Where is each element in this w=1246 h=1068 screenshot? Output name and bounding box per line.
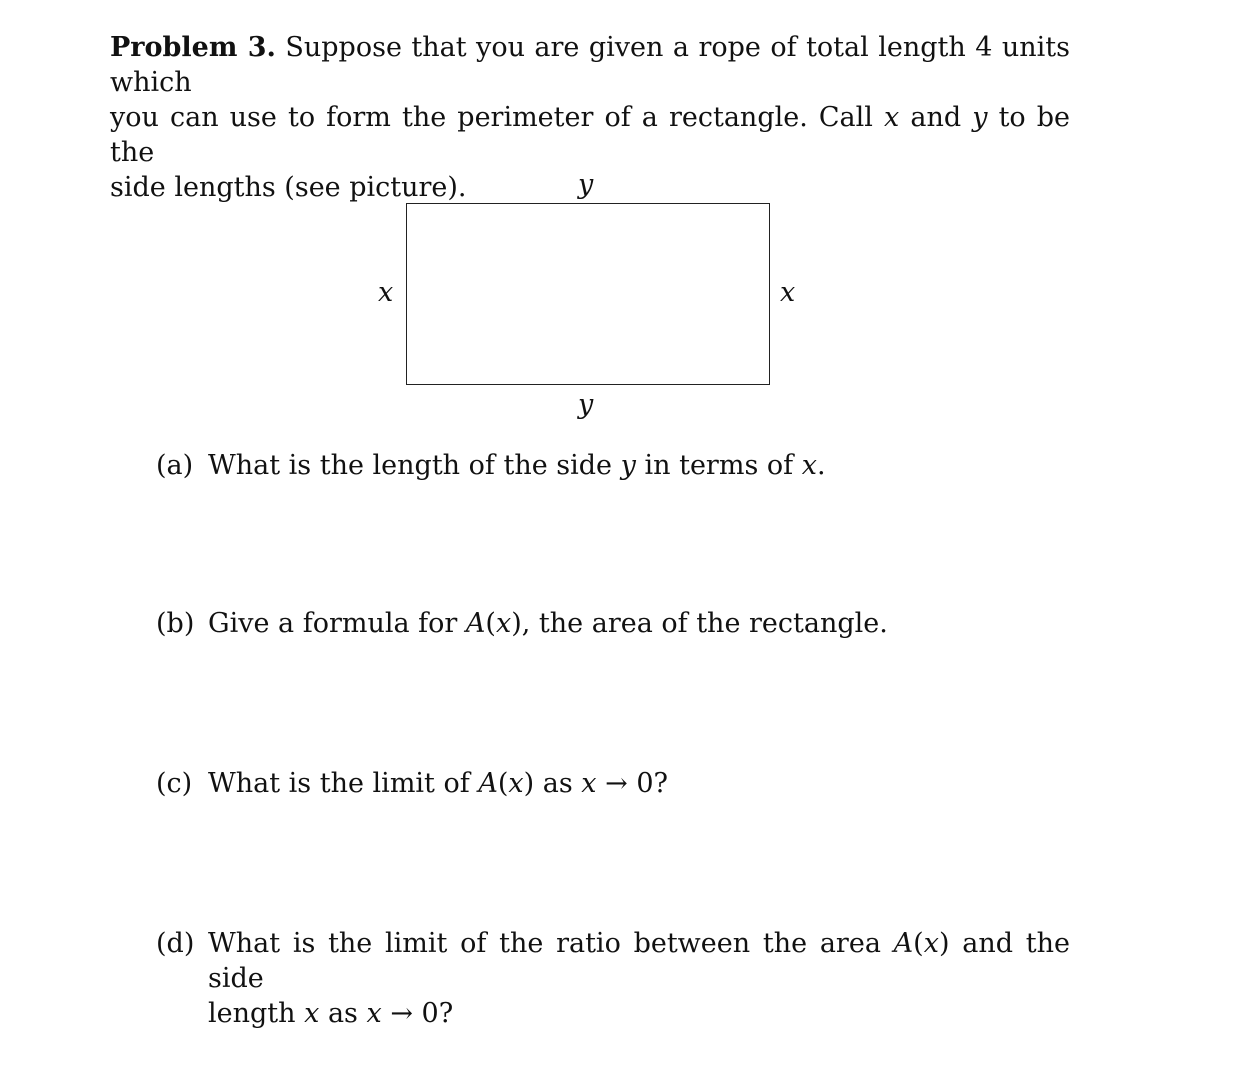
part-c-text-1: What is the limit of bbox=[208, 768, 470, 799]
part-c-text-2: as bbox=[542, 768, 573, 799]
func-A: A bbox=[465, 608, 486, 639]
part-d-text-4: as bbox=[327, 998, 358, 1029]
paren-close: ) bbox=[511, 608, 522, 639]
part-c-tag: (c) bbox=[156, 768, 193, 799]
var-y: y bbox=[972, 102, 988, 133]
paren-open: ( bbox=[913, 928, 924, 959]
paren-open: ( bbox=[497, 768, 509, 799]
part-b-text-1: Give a formula for bbox=[208, 608, 458, 639]
part-d-text-1: What is the limit of the ratio between the area bbox=[208, 928, 881, 959]
intro-text-2b: to be the bbox=[110, 102, 1071, 168]
part-a-period: . bbox=[816, 450, 826, 481]
intro-text-1: Suppose that you are given a rope of total length 4 units which bbox=[110, 32, 1071, 98]
part-d-question bbox=[208, 926, 1070, 1031]
var-x: x bbox=[495, 608, 512, 639]
part-c-question bbox=[208, 766, 1070, 801]
var-x: x bbox=[366, 998, 382, 1029]
part-b-text-2: , the area of the rectangle. bbox=[521, 608, 888, 639]
func-A: A bbox=[478, 768, 498, 799]
intro-line-2 bbox=[110, 100, 1070, 170]
paren-open: ( bbox=[485, 608, 496, 639]
part-b-question bbox=[208, 606, 1070, 641]
part-a-text-2: in terms of bbox=[644, 450, 794, 481]
intro-text-3: side lengths (see picture). bbox=[110, 172, 467, 203]
var-x: x bbox=[581, 768, 597, 799]
intro-text-2a: you can use to form the perimeter of a rectangle. Call bbox=[110, 102, 873, 133]
paren-close: ) bbox=[523, 768, 535, 799]
part-c bbox=[156, 766, 1070, 801]
problem-heading: Problem 3. bbox=[110, 32, 276, 63]
part-d-text-2: and the side bbox=[208, 928, 1070, 994]
part-d bbox=[156, 926, 1070, 1031]
right-side-label: x bbox=[780, 277, 796, 308]
part-b-tag: (b) bbox=[156, 608, 195, 639]
part-d-line-1 bbox=[208, 926, 1070, 996]
intro-line-1 bbox=[110, 30, 1070, 100]
var-x: x bbox=[801, 450, 817, 481]
part-a bbox=[156, 448, 1070, 483]
part-d-tag: (d) bbox=[156, 928, 195, 959]
left-side-label: x bbox=[378, 277, 394, 308]
rectangle bbox=[406, 203, 770, 385]
problem-statement bbox=[110, 30, 1070, 205]
part-b bbox=[156, 606, 1070, 641]
part-d-text-3: length bbox=[208, 998, 296, 1029]
part-a-question bbox=[208, 448, 1070, 483]
intro-and: and bbox=[910, 102, 962, 133]
intro-line-3 bbox=[110, 170, 1070, 205]
limit-arrow: → 0? bbox=[390, 998, 454, 1029]
top-side-label: y bbox=[578, 169, 594, 200]
bottom-side-label: y bbox=[578, 389, 594, 420]
paren-close: ) bbox=[938, 928, 950, 959]
var-y: y bbox=[620, 450, 636, 481]
part-a-text-1: What is the length of the side bbox=[208, 450, 613, 481]
part-d-line-2 bbox=[208, 996, 1070, 1031]
limit-arrow: → 0? bbox=[605, 768, 668, 799]
var-x: x bbox=[923, 928, 939, 959]
func-A: A bbox=[893, 928, 914, 959]
var-x: x bbox=[304, 998, 320, 1029]
var-x: x bbox=[508, 768, 524, 799]
part-a-tag: (a) bbox=[156, 450, 194, 481]
var-x: x bbox=[884, 102, 900, 133]
